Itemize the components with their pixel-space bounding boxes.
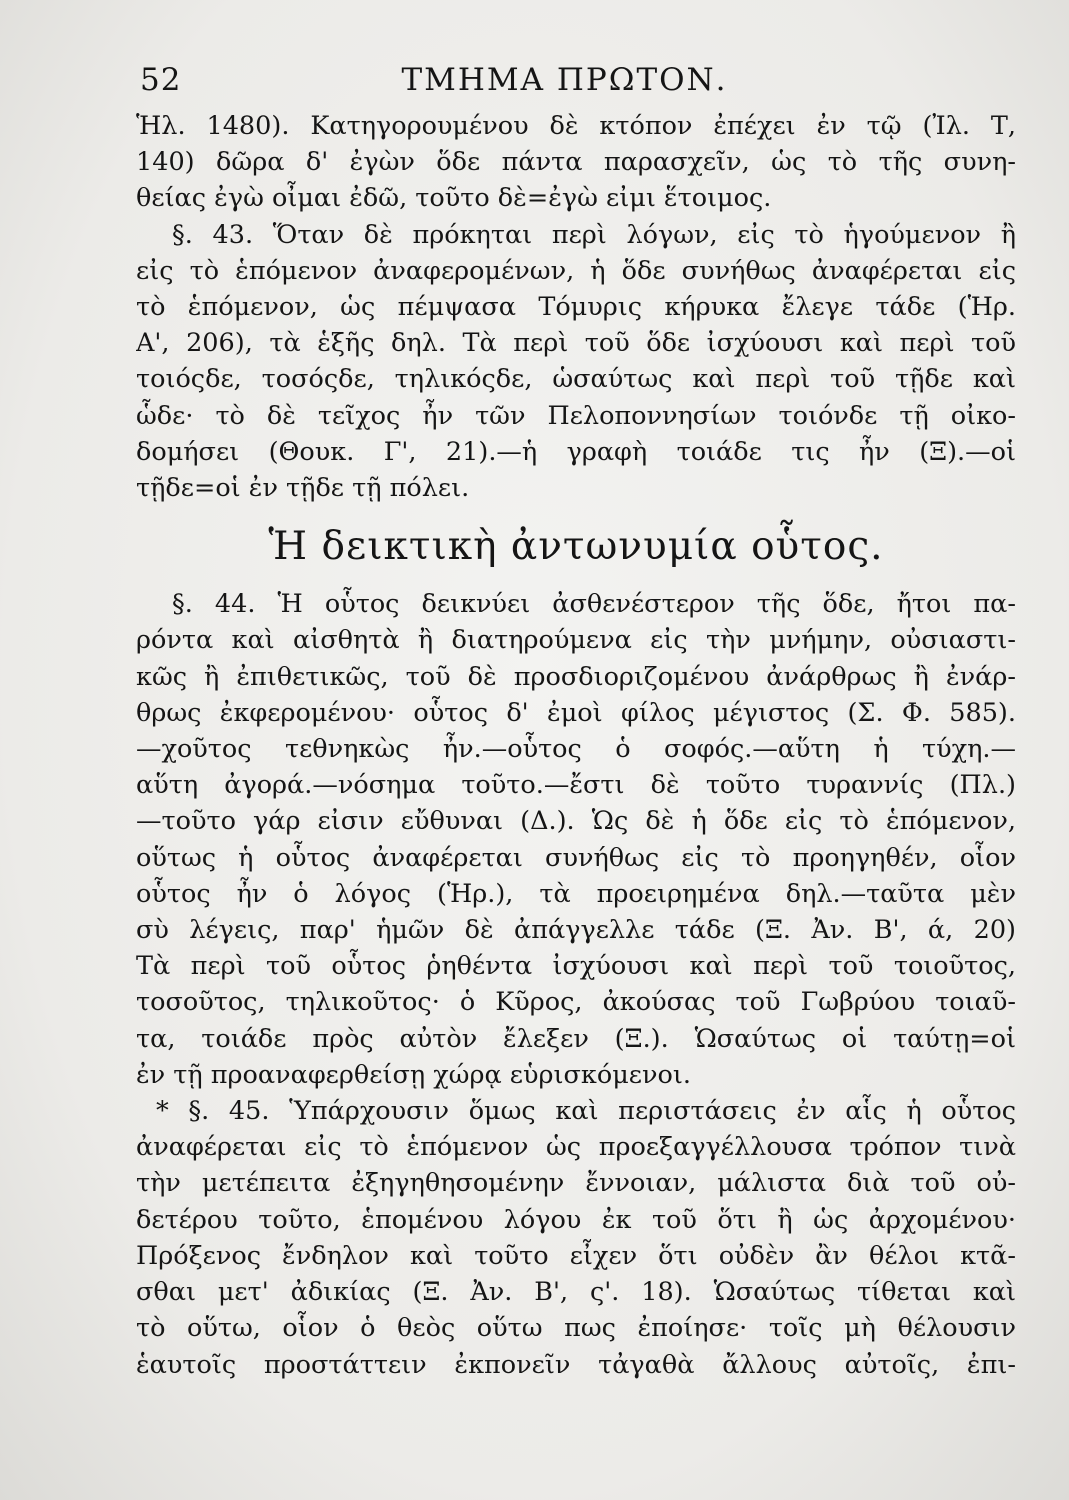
text-line: §. 44. Ἡ οὗτος δεικνύει ἀσθενέστερον τῆς ὅδε, ἤτοι πα- bbox=[172, 589, 1016, 620]
text-line: §. 43. Ὅταν δὲ πρόκηται περὶ λόγων, εἰς τὸ ἡγούμενον ἢ bbox=[172, 219, 1016, 250]
paragraph-1 bbox=[136, 108, 1016, 217]
text-line: —χοῦτος τεθνηκὼς ἦν.—οὗτος ὁ σοφός.—αὕτη ἡ τύχη.— bbox=[136, 734, 1016, 765]
running-head: ΤΜΗΜΑ ΠΡΩΤΟΝ. bbox=[401, 62, 728, 98]
paragraph-43 bbox=[136, 217, 1016, 507]
text-line: σθαι μετ' ἀδικίας (Ξ. Ἀν. Β', ς'. 18). Ὡσαύτως τίθεται καὶ bbox=[136, 1277, 1016, 1308]
text-line: ἑαυτοῖς προστάττειν ἐκπονεῖν τἀγαθὰ ἄλλους αὐτοῖς, ἐπι- bbox=[136, 1349, 1016, 1380]
text-line: θρως ἐκφερομένου· οὗτος δ' ἐμοὶ φίλος μέγιστος (Σ. Φ. 585). bbox=[136, 697, 1016, 728]
text-line: Ἡλ. 1480). Κατηγορουμένου δὲ κτόπον ἐπέχει ἐν τῷ (Ἰλ. Τ, bbox=[136, 111, 1016, 141]
text-line: Τὰ περὶ τοῦ οὗτος ῥηθέντα ἰσχύουσι καὶ περὶ τοῦ τοιοῦτος, bbox=[136, 951, 1016, 982]
text-line: δετέρου τοῦτο, ἑπομένου λόγου ἐκ τοῦ ὅτι ἢ ὡς ἀρχομένου· bbox=[136, 1204, 1016, 1235]
text-line: ἀναφέρεται εἰς τὸ ἑπόμενον ὡς προεξαγγέλλουσα τρόπον τινὰ bbox=[136, 1132, 1016, 1163]
body-text bbox=[136, 108, 1016, 1383]
text-line: οὗτος ἦν ὁ λόγος (Ἡρ.), τὰ προειρημένα δηλ.—ταῦτα μὲν bbox=[136, 878, 1016, 909]
text-line: τοιόςδε, τοσόςδε, τηλικόςδε, ὡσαύτως καὶ περὶ τοῦ τῇδε καὶ bbox=[136, 364, 1016, 395]
paragraph-45 bbox=[136, 1093, 1016, 1383]
text-line: τὴν μετέπειτα ἐξηγηθησομένην ἔννοιαν, μάλιστα διὰ τοῦ οὐ- bbox=[136, 1168, 1016, 1199]
text-line: αὕτη ἀγορά.—νόσημα τοῦτο.—ἔστι δὲ τοῦτο τυραννίς (Πλ.) bbox=[136, 770, 1016, 801]
text-line: τα, τοιάδε πρὸς αὐτὸν ἔλεξεν (Ξ.). Ὡσαύτως οἱ ταύτῃ=οἱ bbox=[136, 1023, 1016, 1054]
section-title: Ἡ δεικτικὴ ἀντωνυμία οὗτος. bbox=[268, 524, 884, 570]
text-line: οὕτως ἡ οὗτος ἀναφέρεται συνήθως εἰς τὸ προηγηθέν, οἷον bbox=[136, 842, 1016, 873]
text-line: * §. 45. Ὑπάρχουσιν ὅμως καὶ περιστάσεις ἐν αἷς ἡ οὗτος bbox=[156, 1096, 1016, 1127]
text-line: εἰς τὸ ἑπόμενον ἀναφερομένων, ἡ ὅδε συνήθως ἀναφέρεται εἰς bbox=[136, 255, 1016, 286]
text-line: Α', 206), τὰ ἑξῆς δηλ. Τὰ περὶ τοῦ ὅδε ἰσχύουσι καὶ περὶ τοῦ bbox=[136, 328, 1016, 359]
text-line: σὺ λέγεις, παρ' ἡμῶν δὲ ἀπάγγελλε τάδε (Ξ. Ἀν. Β', ά, 20) bbox=[136, 915, 1016, 946]
text-line: Πρόξενος ἔνδηλον καὶ τοῦτο εἶχεν ὅτι οὐδὲν ἂν θέλοι κτᾶ- bbox=[136, 1240, 1016, 1271]
text-line: τοσοῦτος, τηλικοῦτος· ὁ Κῦρος, ἀκούσας τοῦ Γωβρύου τοιαῦ- bbox=[136, 987, 1016, 1018]
text-line: ρόντα καὶ αἰσθητὰ ἢ διατηρούμενα εἰς τὴν μνήμην, οὐσιαστι- bbox=[136, 625, 1016, 656]
page-number: 52 bbox=[140, 62, 182, 98]
text-line: κῶς ἢ ἐπιθετικῶς, τοῦ δὲ προσδιοριζομένου ἀνάρθρως ἢ ἐνάρ- bbox=[136, 661, 1016, 692]
text-line: θείας ἐγὼ οἶμαι ἐδῶ, τοῦτο δὲ=ἐγὼ εἰμι ἕτοιμος. bbox=[136, 183, 772, 214]
text-line: ὧδε· τὸ δὲ τεῖχος ἦν τῶν Πελοποννησίων τοιόνδε τῇ οἰκο- bbox=[136, 400, 1016, 431]
text-line: 140) δῶρα δ' ἐγὼν ὅδε πάντα παρασχεῖν, ὡς τὸ τῆς συνη- bbox=[136, 147, 1016, 178]
text-line: τὸ ἑπόμενον, ὡς πέμψασα Τόμυρις κήρυκα ἔλεγε τάδε (Ἡρ. bbox=[136, 292, 1016, 323]
page-header bbox=[140, 62, 969, 102]
paragraph-44 bbox=[136, 586, 1016, 1093]
text-line: ἐν τῇ προαναφερθείσῃ χώρᾳ εὑρισκόμενοι. bbox=[136, 1059, 691, 1090]
text-line: τῇδε=οἱ ἐν τῇδε τῇ πόλει. bbox=[136, 473, 470, 504]
text-line: τὸ οὕτω, οἷον ὁ θεὸς οὕτω πως ἐποίησε· τοῖς μὴ θέλουσιν bbox=[136, 1313, 1016, 1344]
text-line: δομήσει (Θουκ. Γ', 21).—ἡ γραφὴ τοιάδε τις ἦν (Ξ).—οἱ bbox=[136, 436, 1016, 467]
text-line: —τοῦτο γάρ εἰσιν εὔθυναι (Δ.). Ὡς δὲ ἡ ὅδε εἰς τὸ ἑπόμενον, bbox=[136, 806, 1016, 837]
